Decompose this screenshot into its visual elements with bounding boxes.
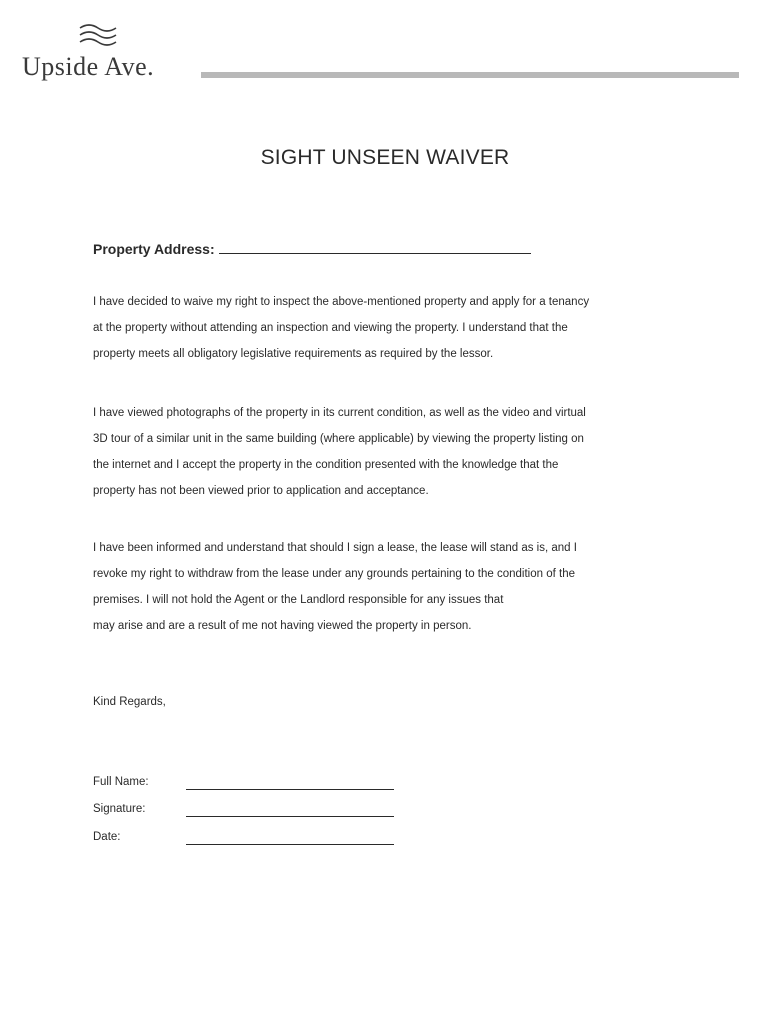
- paragraph-photographs-viewed: [93, 405, 683, 509]
- paragraph-line: I have viewed photographs of the property in its current condition, as well as the video and virtual: [93, 407, 586, 419]
- signature-row: [93, 803, 403, 823]
- paragraph-line: the internet and I accept the property in the condition presented with the knowledge that the: [93, 459, 559, 471]
- company-logo: [22, 18, 182, 88]
- document-title: SIGHT UNSEEN WAIVER: [260, 146, 510, 169]
- closing-text: Kind Regards,: [93, 696, 166, 708]
- signature-field[interactable]: [186, 816, 394, 817]
- paragraph-lease-acknowledgement: [93, 540, 683, 644]
- paragraph-line: premises. I will not hold the Agent or the Landlord responsible for any issues that: [93, 594, 504, 606]
- date-field[interactable]: [186, 844, 394, 845]
- paragraph-line: property has not been viewed prior to application and acceptance.: [93, 485, 429, 497]
- date-label: Date:: [93, 831, 121, 843]
- property-address-row: [93, 239, 531, 257]
- full-name-row: [93, 776, 403, 796]
- signature-label: Signature:: [93, 803, 146, 815]
- paragraph-line: revoke my right to withdraw from the lease under any grounds pertaining to the condition of the: [93, 568, 575, 580]
- header-divider: [201, 72, 739, 78]
- paragraph-line: may arise and are a result of me not having viewed the property in person.: [93, 620, 472, 632]
- logo-text: Upside Ave.: [22, 52, 155, 81]
- paragraph-line: property meets all obligatory legislative requirements as required by the lessor.: [93, 348, 494, 360]
- paragraph-line: at the property without attending an inspection and viewing the property. I understand that the: [93, 322, 568, 334]
- paragraph-line: I have decided to waive my right to inspect the above-mentioned property and apply for a tenancy: [93, 296, 590, 308]
- paragraph-line: 3D tour of a similar unit in the same building (where applicable) by viewing the property listing on: [93, 433, 584, 445]
- property-address-label: Property Address:: [93, 241, 215, 257]
- paragraph-line: I have been informed and understand that should I sign a lease, the lease will stand as is, and I: [93, 542, 577, 554]
- waves-icon: [78, 22, 118, 48]
- full-name-field[interactable]: [186, 789, 394, 790]
- property-address-field[interactable]: [219, 239, 531, 254]
- header: [0, 0, 770, 100]
- full-name-label: Full Name:: [93, 776, 149, 788]
- date-row: [93, 831, 403, 851]
- paragraph-inspection-waiver: [93, 294, 683, 372]
